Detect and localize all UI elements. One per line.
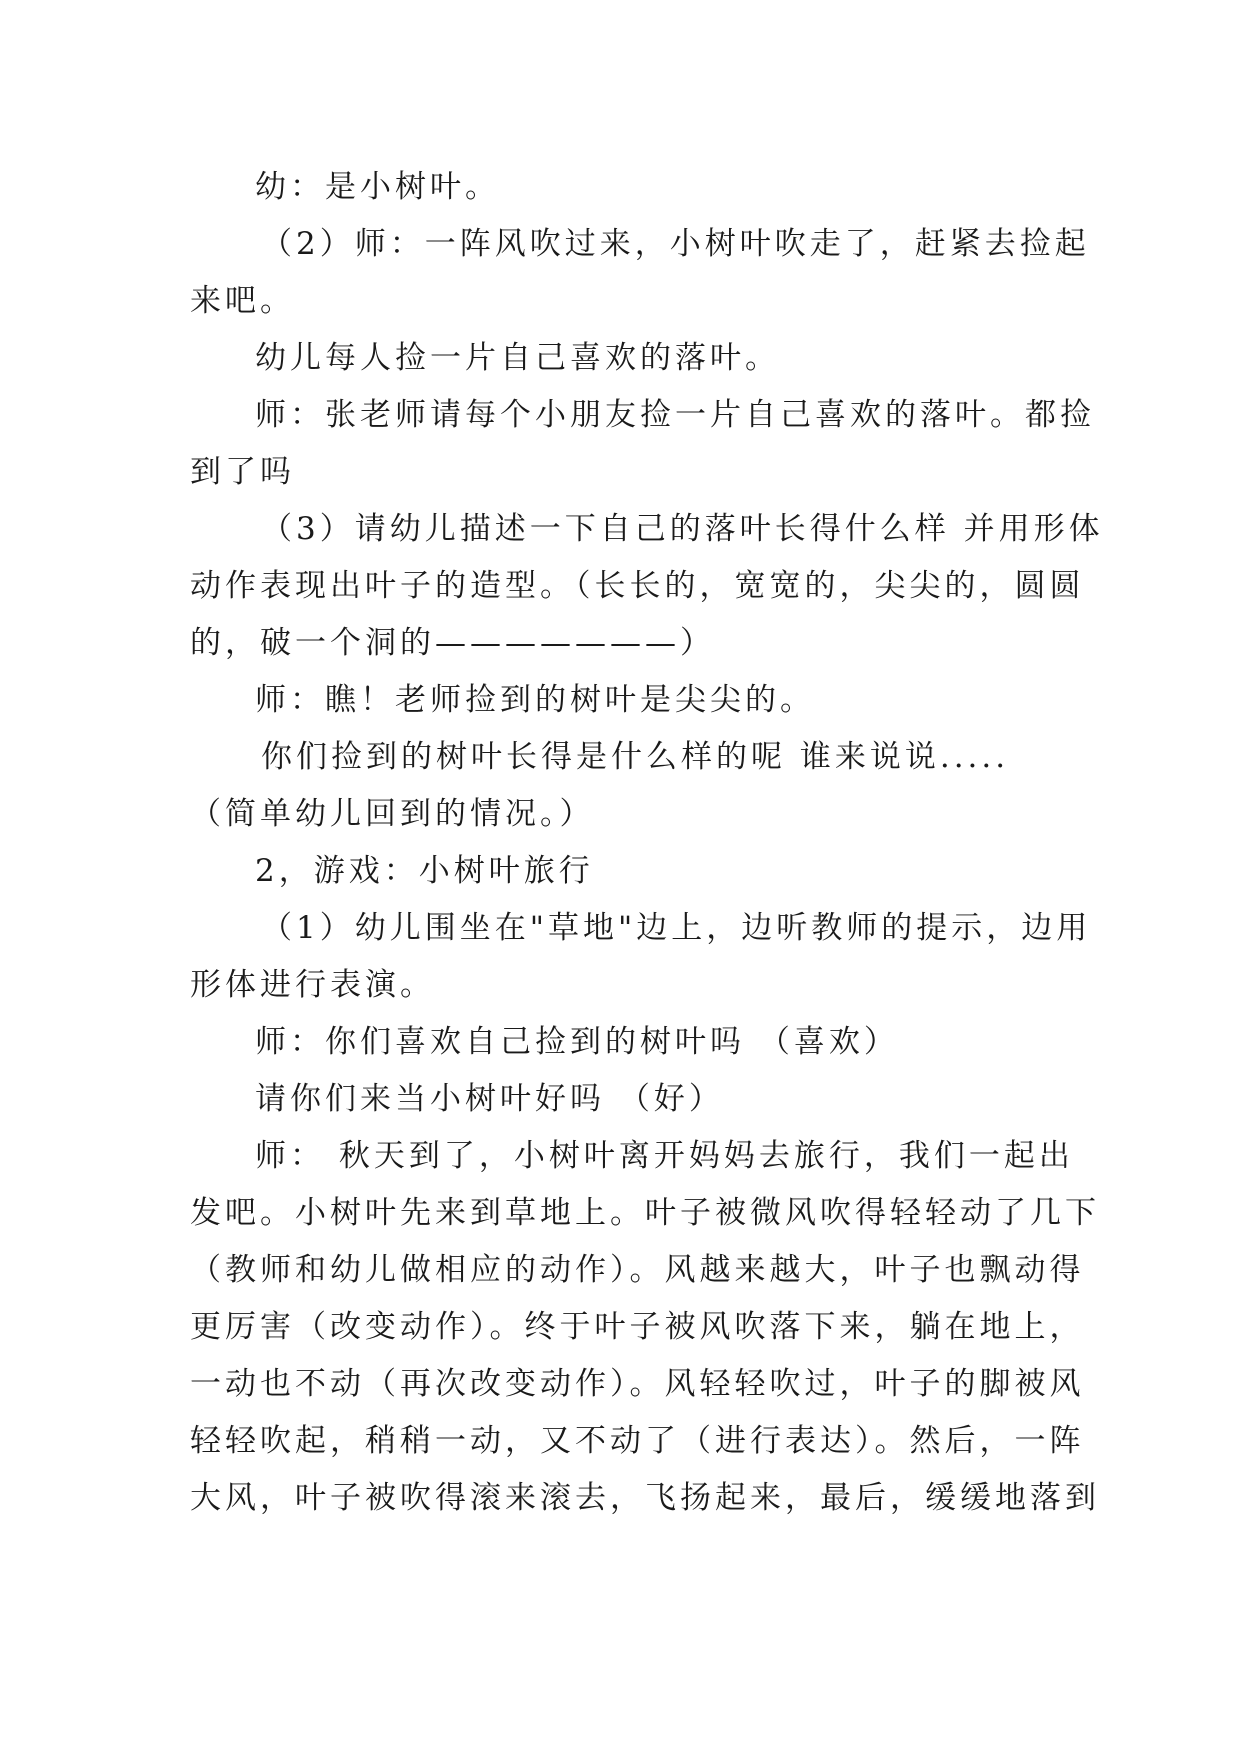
text-line: （1）幼儿围坐在"草地"边上，边听教师的提示，边用: [261, 910, 1092, 946]
text-line: 2，游戏：小树叶旅行: [255, 853, 594, 889]
text-line: 的，破一个洞的———————）: [190, 625, 715, 661]
text-line: 来吧。: [190, 283, 295, 319]
text-line: 动作表现出叶子的造型。（长长的，宽宽的，尖尖的，圆圆: [190, 568, 1085, 604]
text-line: 轻轻吹起，稍稍一动，又不动了（进行表达）。然后，一阵: [190, 1423, 1085, 1459]
text-line: 师：瞧！老师捡到的树叶是尖尖的。: [255, 682, 815, 718]
text-line: 师：张老师请每个小朋友捡一片自己喜欢的落叶。都捡: [255, 397, 1095, 433]
text-line: （2）师：一阵风吹过来，小树叶吹走了，赶紧去捡起: [261, 226, 1090, 262]
text-line: 到了吗: [190, 454, 295, 490]
text-line: 你们捡到的树叶长得是什么样的呢 谁来说说.....: [261, 739, 1010, 775]
text-line: （简单幼儿回到的情况。）: [190, 796, 595, 832]
text-line: 形体进行表演。: [190, 967, 435, 1003]
text-line: 发吧。小树叶先来到草地上。叶子被微风吹得轻轻动了几下: [190, 1195, 1100, 1231]
text-line: 请你们来当小树叶好吗 （好）: [255, 1081, 724, 1117]
text-line: 幼儿每人捡一片自己喜欢的落叶。: [255, 340, 780, 376]
text-line: （教师和幼儿做相应的动作）。风越来越大，叶子也飘动得: [190, 1252, 1085, 1288]
text-line: 大风，叶子被吹得滚来滚去，飞扬起来，最后，缓缓地落到: [190, 1480, 1100, 1516]
text-line: 更厉害（改变动作）。终于叶子被风吹落下来，躺在地上，: [190, 1309, 1085, 1345]
text-line: （3）请幼儿描述一下自己的落叶长得什么样 并用形体: [261, 511, 1104, 547]
text-line: 一动也不动（再次改变动作）。风轻轻吹过，叶子的脚被风: [190, 1366, 1085, 1402]
text-line: 师： 秋天到了，小树叶离开妈妈去旅行，我们一起出: [255, 1138, 1074, 1174]
text-line: 幼：是小树叶。: [255, 169, 500, 205]
text-line: 师：你们喜欢自己捡到的树叶吗 （喜欢）: [255, 1024, 899, 1060]
